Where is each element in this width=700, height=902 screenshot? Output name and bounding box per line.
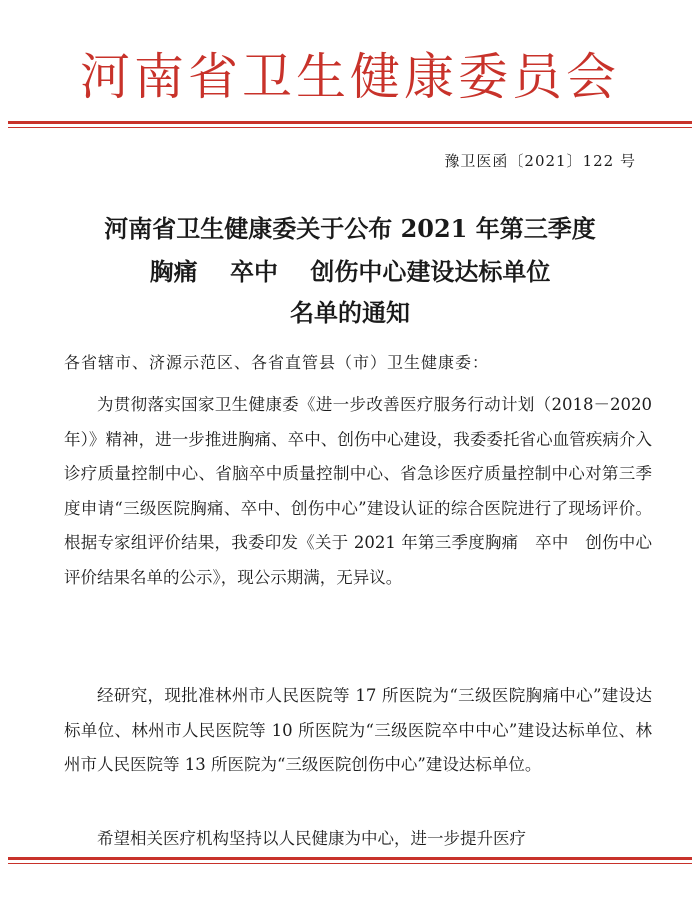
body-paragraph-2: 经研究，现批准林州市人民医院等 17 所医院为“三级医院胸痛中心”建设达标单位、林州市人民医院等 10 所医院为“三级医院卒中中心”建设达标单位、林州市人民医院等 13 所医院为“三级医院创伤中心”建设达标单位。 [64,686,652,774]
footer-rule-thick [8,857,692,860]
letterhead-rule-thick [8,121,692,124]
letterhead-rule-thin [8,127,692,128]
title-line-1: 河南省卫生健康委关于公布 2021 年第三季度 [104,214,596,243]
footer-rule-thin [8,863,692,864]
body-paragraph-1: 为贯彻落实国家卫生健康委《进一步改善医疗服务行动计划（2018－2020 年）》精神，进一步推进胸痛、卒中、创伤中心建设，我委委托省心血管疾病介入诊疗质量控制中心、省脑卒中质量控制中心、省急诊医疗质量控制中心对第三季度申请“三级医院胸痛、卒中、创伤中心”建设认证的综合医院进行了现场评价。根据专家组评价结果，我委印发《关于 2021 年第三季度胸痛 卒中 创伤中心评价结果名单的公示》，现公示期满，无异议。 [64,395,658,587]
title-line-2: 胸痛 卒中 创伤中心建设达标单位 [149,257,551,286]
letterhead-org-name: 河南省卫生健康委员会 [80,48,620,106]
salutation: 各省辖市、济源示范区、各省直管县（市）卫生健康委： [64,353,490,372]
title-line-3: 名单的通知 [290,298,410,327]
document-number: 豫卫医函〔2021〕122 号 [444,152,636,170]
body-paragraph-3: 希望相关医疗机构坚持以人民健康为中心，进一步提升医疗 [97,829,526,848]
